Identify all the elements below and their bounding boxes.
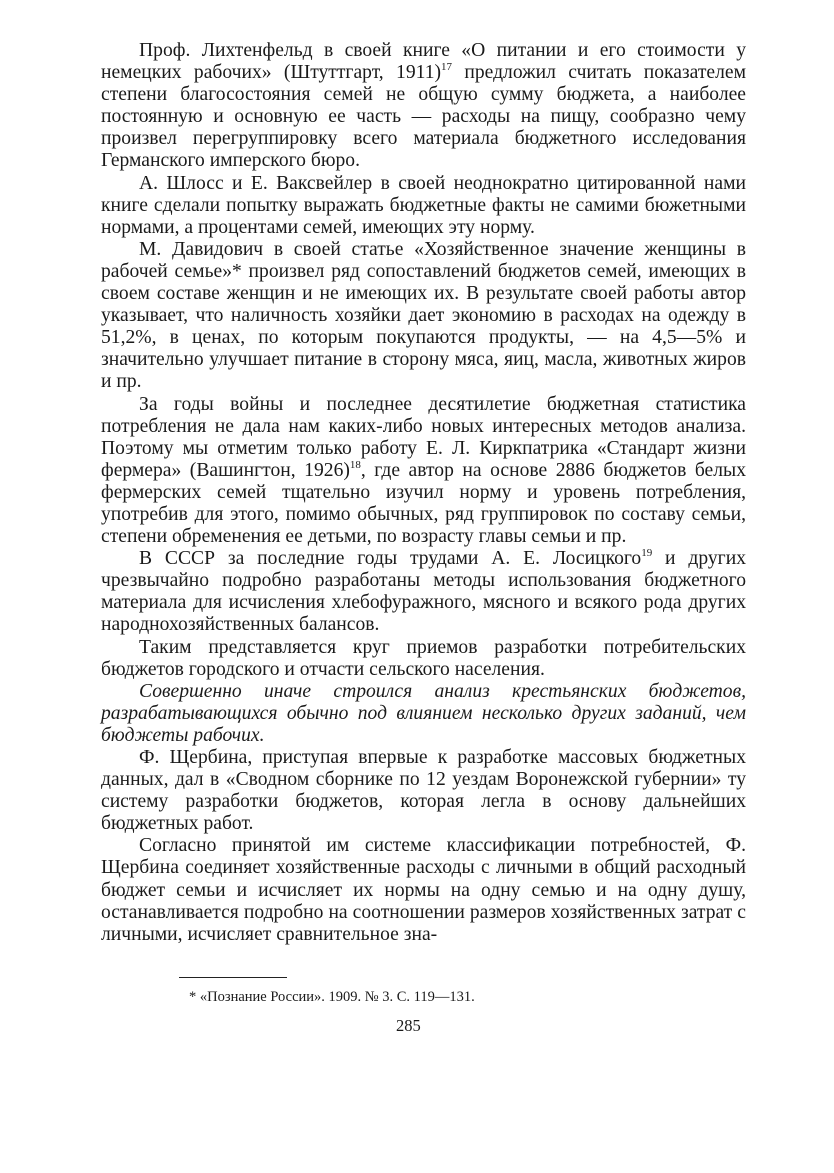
footnote-reference: 19	[641, 547, 653, 560]
footnote: * «Познание России». 1909. № 3. С. 119—131.	[189, 989, 475, 1005]
page-number: 285	[396, 1016, 421, 1035]
paragraph-text: Совершенно иначе строился анализ крестьянских бюджетов, разрабатывающихся обычно под влиянием несколько других заданий, чем бюджеты рабочих.	[101, 680, 746, 746]
paragraph-text: и других чрезвычайно подробно разработаны методы использования бюджетного материала для исчисления хлебофуражного, мясного и всякого рода других народнохозяйственных балансов.	[101, 548, 746, 636]
footnote-reference: 17	[441, 61, 453, 74]
paragraph-p5	[101, 548, 746, 636]
paragraph-p8	[101, 747, 746, 835]
paragraph-text: М. Давидович в своей статье «Хозяйственное значение женщины в рабочей семье»* произвел ряд сопоставлений бюджетов семей, имеющих в своем составе женщин и не имеющих их. В результате своей работы автор указывает, что наличность хозяйки дает экономию в расходах на одежду в 51,2%, в ценах, по которым покупаются продукты, — на 4,5—5% и значительно улучшает питание в сторону мяса, яиц, масла, животных жиров и пр.	[101, 238, 746, 393]
paragraph-text: В СССР за последние годы трудами А. Е. Лосицкого	[139, 548, 642, 570]
paragraph-text: Проф. Лихтенфельд в своей книге «О питании и его стоимости у немецких рабочих» (Штуттгарт, 1911)	[101, 40, 746, 84]
footnote-divider	[179, 977, 287, 978]
paragraph-text: , где автор на основе 2886 бюджетов белых фермерских семей тщательно изучил норму и уровень потребления, употребив для этого, помимо обычных, ряд группировок по составу семьи, степени обременения ее детьми, по возрасту главы семьи и пр.	[101, 459, 746, 548]
paragraph-p6	[101, 637, 746, 681]
footnote-reference: 18	[349, 458, 361, 471]
paragraph-p7	[101, 681, 746, 747]
paragraph-p1	[101, 40, 746, 173]
paragraph-text: За годы войны и последнее десятилетие бюджетная статистика потребления не дала нам каких-либо новых интересных методов анализа. Поэтому мы отметим только работу Е. Л. Киркпатрика «Стандарт жизни фермера» (Вашингтон, 1926)	[101, 393, 746, 481]
paragraph-text: предложил считать показателем степени благосостояния семей не общую сумму бюджета, а наиболее постоянную и основную ее часть — расходы на пищу, сообразно чему произвел перегруппировку всего материала бюджетного исследования Германского имперского бюро.	[101, 62, 746, 172]
paragraph-text: А. Шлосс и Е. Ваксвейлер в своей неоднократно цитированной нами книге сделали попытку выражать бюджетные факты не самими бюжетными нормами, а процентами семей, имеющих эту норму.	[101, 172, 746, 238]
paragraph-p4	[101, 394, 746, 549]
paragraph-p3	[101, 239, 746, 394]
paragraph-text: Согласно принятой им системе классификации потребностей, Ф. Щербина соединяет хозяйственные расходы с личными в общий расходный бюджет семьи и исчисляет их нормы на одну семью и на одну душу, останавливается подробно на соотношении размеров хозяйственных затрат с личными, исчисляет сравнительное зна-	[101, 835, 746, 945]
paragraph-text: Таким представляется круг приемов разработки потребительских бюджетов городского и отчасти сельского населения.	[101, 636, 746, 680]
paragraph-p2	[101, 173, 746, 239]
paragraph-p9	[101, 835, 746, 945]
book-page-text	[101, 40, 746, 946]
paragraph-text: Ф. Щербина, приступая впервые к разработке массовых бюджетных данных, дал в «Сводном сборнике по 12 уездам Воронежской губернии» ту систему разработки бюджетов, которая легла в основу дальнейших бюджетных работ.	[101, 747, 746, 835]
